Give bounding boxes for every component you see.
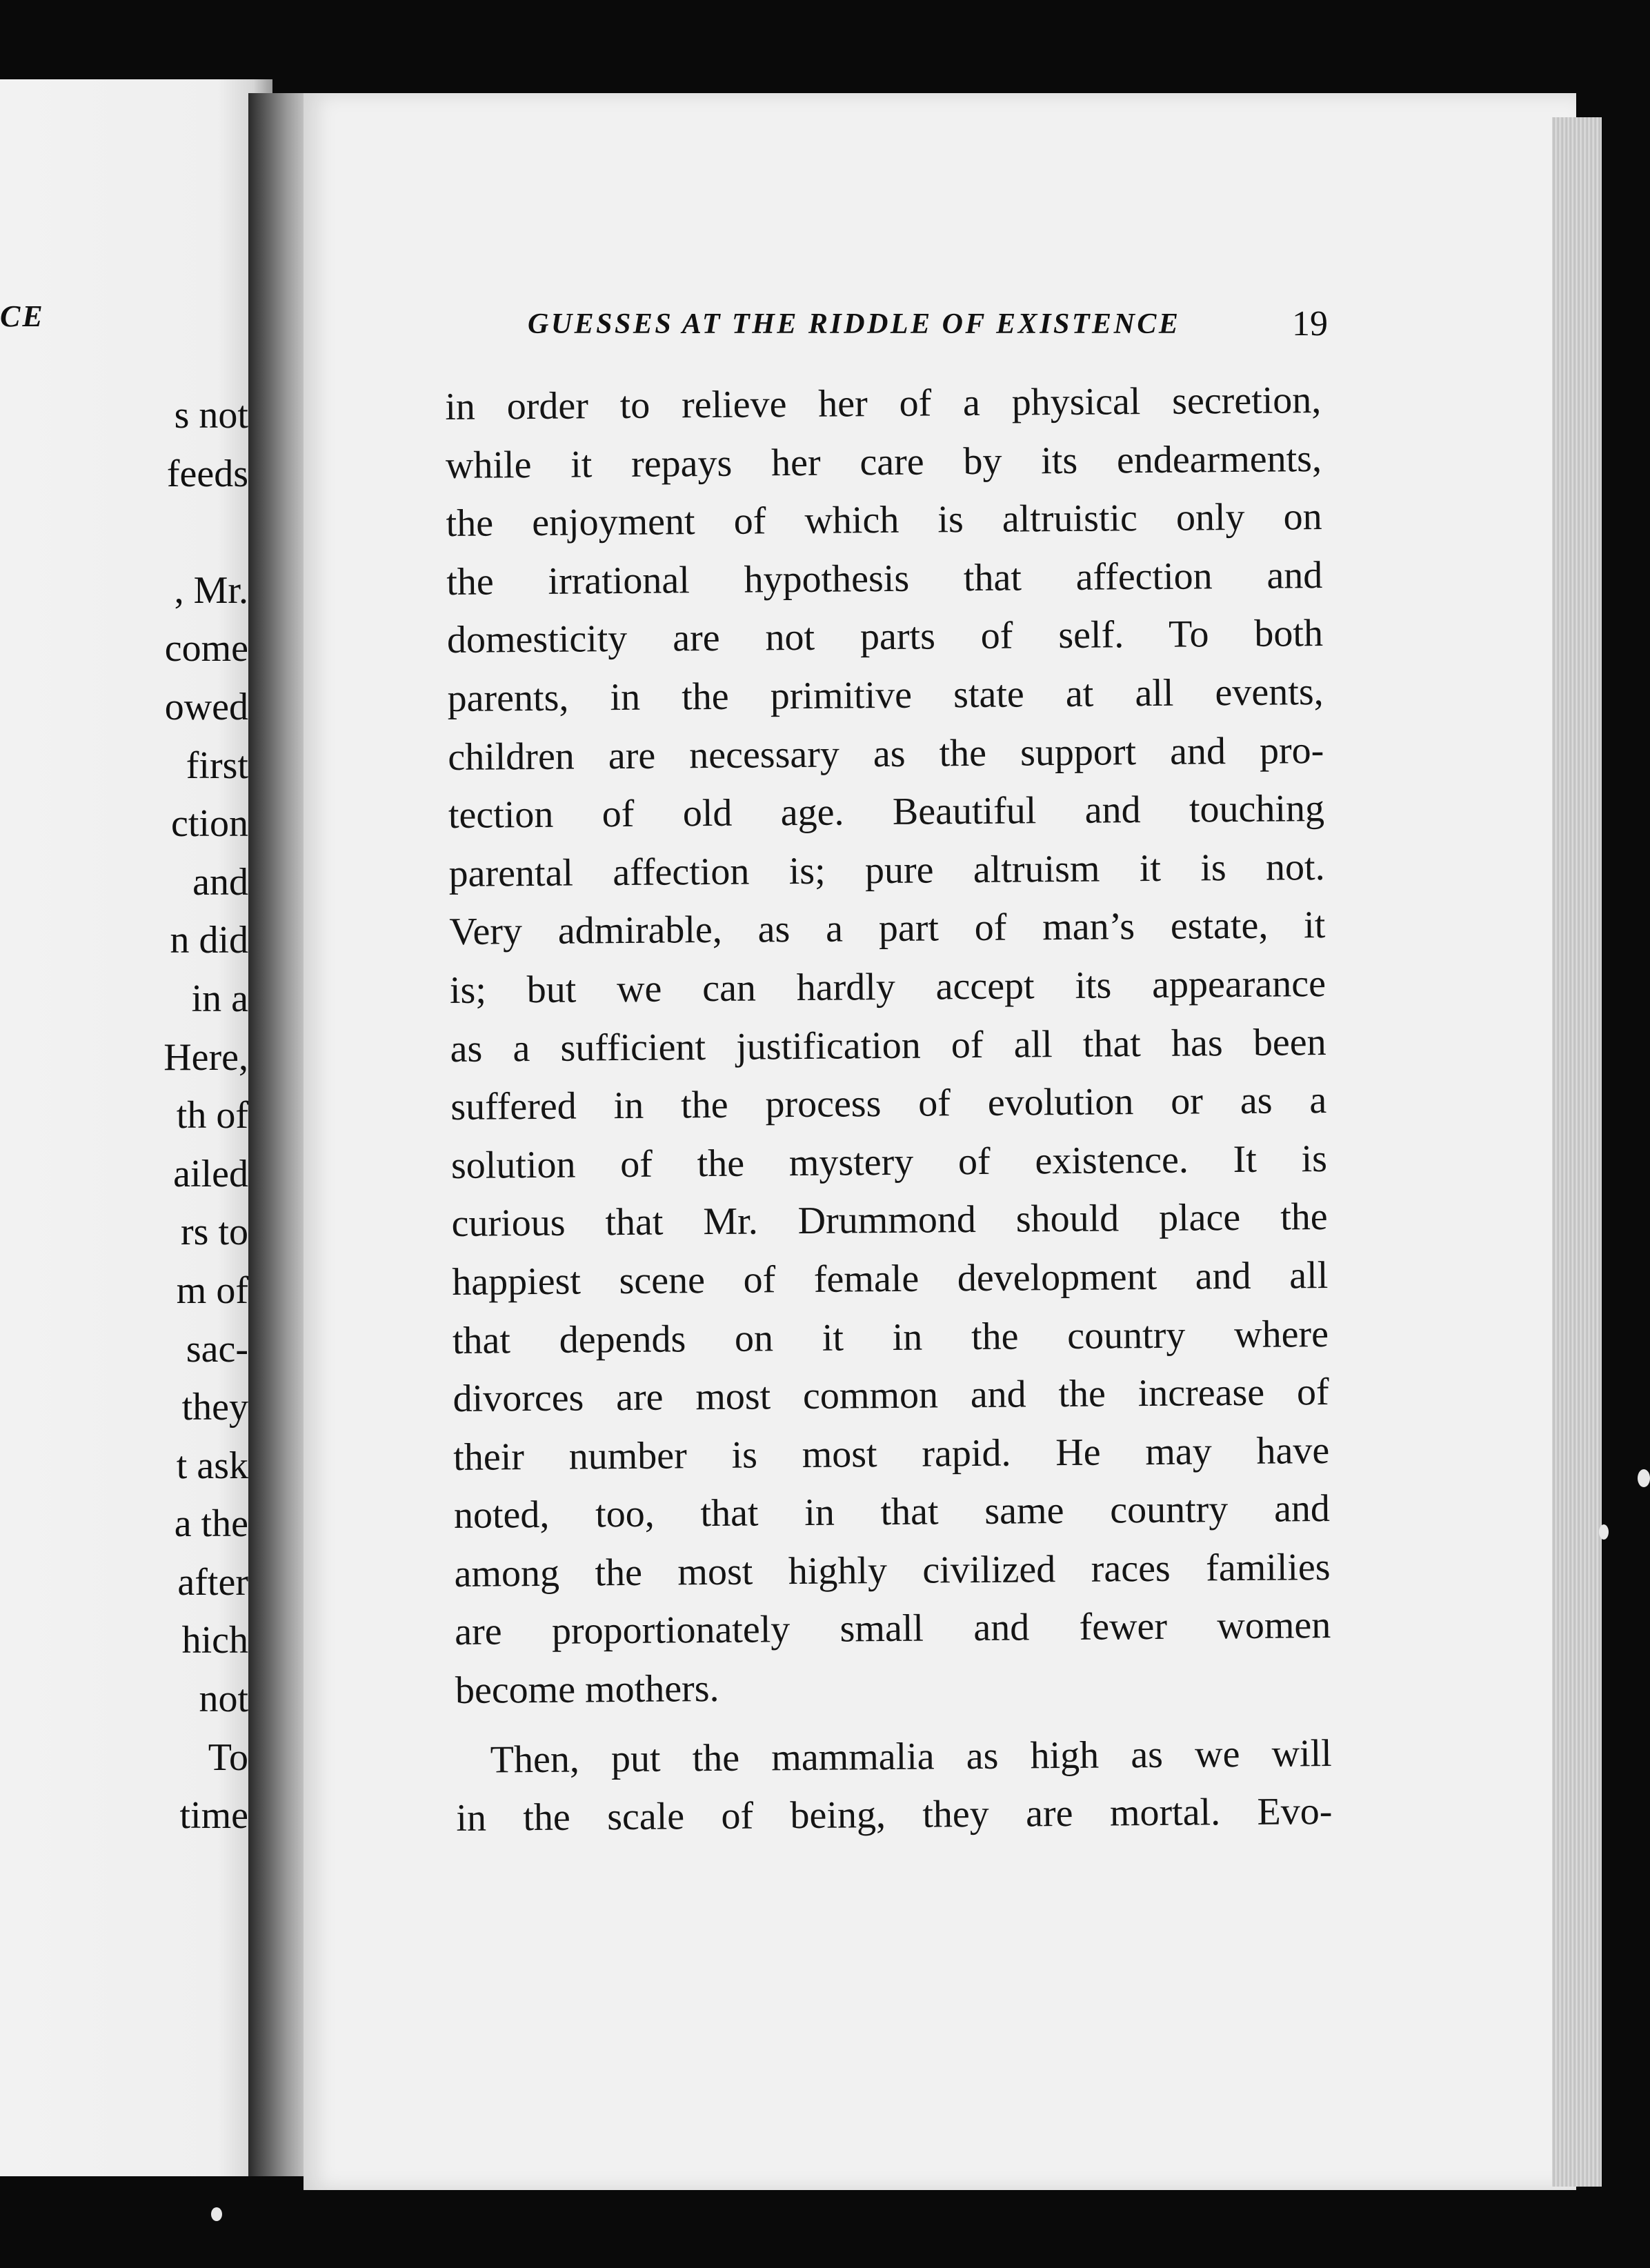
running-head xyxy=(528,304,1328,352)
text-line: noted, too, that in that same country and xyxy=(453,1487,1331,1538)
text-line: as a sufficient justification of all that has been xyxy=(450,1020,1326,1071)
text-line: domesticity are not parts of self. To both xyxy=(446,612,1324,662)
left-line: come xyxy=(164,627,248,670)
text-line: that depends on it in the country where xyxy=(452,1312,1329,1362)
left-line: owed xyxy=(164,685,248,728)
text-line: happiest scene of female development and all xyxy=(452,1253,1329,1304)
left-line: To xyxy=(208,1735,248,1779)
text-line: become mothers. xyxy=(455,1667,719,1713)
page-edge xyxy=(1552,117,1602,2187)
left-line xyxy=(14,503,248,561)
scan-speck xyxy=(1599,1524,1609,1540)
left-line: m of xyxy=(176,1269,248,1312)
scan-speck xyxy=(1638,1469,1650,1487)
left-line: rs to xyxy=(181,1211,248,1254)
left-line: in a xyxy=(191,977,248,1020)
text-line: in the scale of being, they are mortal. Evo- xyxy=(456,1790,1333,1840)
left-line: not xyxy=(199,1678,248,1721)
text-line: tection of old age. Beautiful and touching xyxy=(448,787,1325,837)
text-line: divorces are most common and the increase of xyxy=(453,1371,1329,1421)
text-line: parental affection is; pure altruism it is not. xyxy=(448,845,1325,895)
running-head-title: GUESSES AT THE RIDDLE OF EXISTENCE xyxy=(528,308,1181,340)
text-line: suffered in the process of evolution or as a xyxy=(450,1079,1327,1129)
text-line: the enjoyment of which is altruistic only on xyxy=(446,495,1322,546)
left-line: , Mr. xyxy=(174,568,248,612)
left-line: feeds xyxy=(166,452,248,495)
text-line: curious that Mr. Drummond should place the xyxy=(451,1195,1328,1246)
text-line: among the most highly civilized races families xyxy=(454,1545,1331,1595)
left-line: and xyxy=(192,860,248,904)
text-line: their number is most rapid. He may have xyxy=(453,1429,1330,1479)
text-line: Then, put the mammalia as high as we will xyxy=(490,1731,1332,1782)
text-line: Very admirable, as a part of man’s estate, it xyxy=(449,904,1326,954)
left-line: ction xyxy=(171,802,248,846)
left-line: they xyxy=(181,1386,248,1429)
left-line: t ask xyxy=(176,1444,248,1487)
text-line: are proportionately small and fewer women xyxy=(455,1604,1331,1654)
text-line: children are necessary as the support and pro- xyxy=(448,728,1324,779)
left-line: n did xyxy=(170,919,248,962)
scan-speck xyxy=(211,2207,222,2221)
text-line: parents, in the primitive state at all events, xyxy=(447,670,1324,720)
text-line: solution of the mystery of existence. It is xyxy=(450,1137,1328,1187)
text-line: while it repays her care by its endearments, xyxy=(445,437,1322,487)
left-line: hich xyxy=(181,1619,248,1662)
left-line: th of xyxy=(176,1094,248,1137)
left-line: s not xyxy=(174,394,248,437)
text-line: in order to relieve her of a physical secretion, xyxy=(445,379,1322,428)
body-text xyxy=(445,371,1333,1848)
left-running-head-fragment: CE xyxy=(0,299,45,333)
page-number: 19 xyxy=(1292,304,1328,344)
left-line: Here, xyxy=(163,1035,248,1079)
left-line: time xyxy=(179,1794,248,1838)
text-line: the irrational hypothesis that affection and xyxy=(446,553,1323,604)
left-line: sac- xyxy=(186,1327,248,1371)
text-line: is; but we can hardly accept its appearance xyxy=(449,962,1326,1012)
left-line: first xyxy=(186,744,248,787)
left-line: ailed xyxy=(173,1152,248,1195)
left-line: a the xyxy=(174,1502,248,1546)
left-page-text-fragments xyxy=(14,386,248,1845)
left-facing-page xyxy=(0,79,272,2176)
left-line: after xyxy=(177,1560,248,1604)
